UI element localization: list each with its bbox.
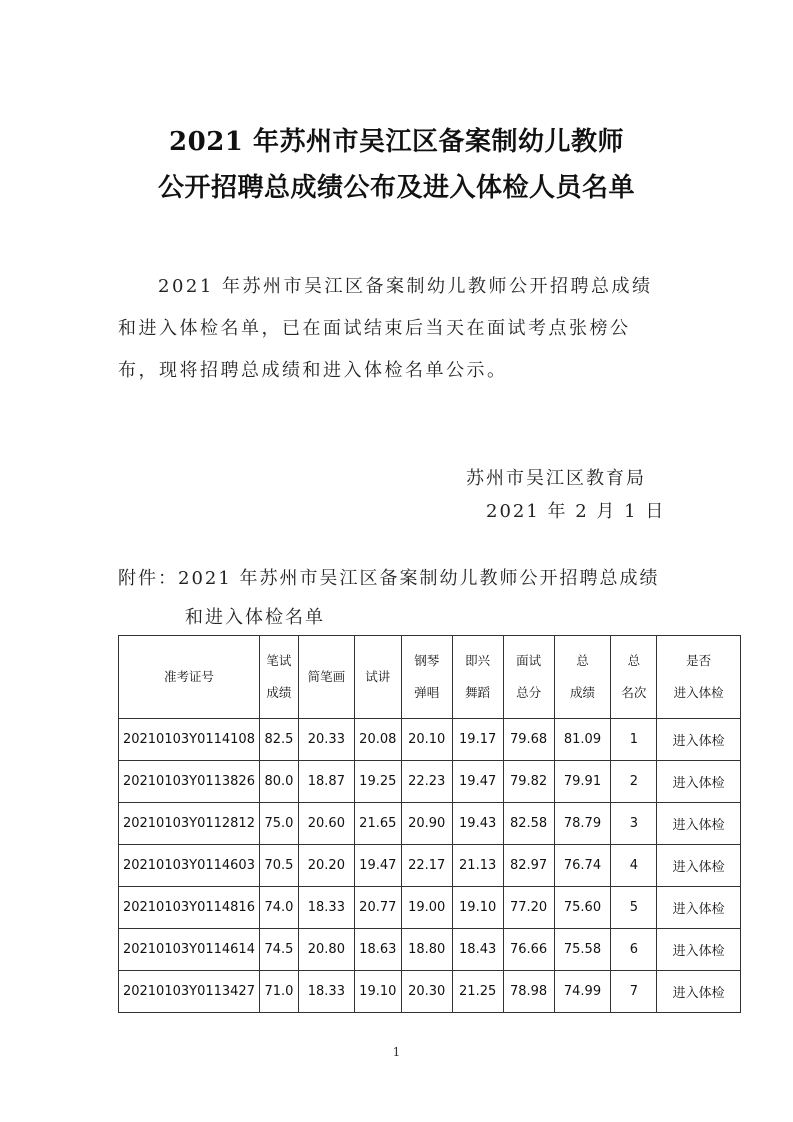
cell-physical-exam: 进入体检 (657, 929, 741, 971)
cell-written-score: 70.5 (259, 845, 298, 887)
header-physical-exam: 是否 进入体检 (657, 636, 741, 719)
document-title-line-2: 公开招聘总成绩公布及进入体检人员名单 (157, 173, 635, 203)
header-improv-dance: 即兴 舞蹈 (452, 636, 503, 719)
table-row (119, 887, 741, 929)
header-trial-lecture: 试讲 (354, 636, 401, 719)
table-row (119, 971, 741, 1013)
header-piano-singing: 钢琴 弹唱 (401, 636, 452, 719)
cell-total-score: 81.09 (554, 719, 611, 761)
table-row (119, 719, 741, 761)
cell-written-score: 74.0 (259, 887, 298, 929)
header-sketch: 简笔画 (298, 636, 354, 719)
cell-improv-dance: 21.13 (452, 845, 503, 887)
cell-total-score: 78.79 (554, 803, 611, 845)
cell-overall-rank: 3 (611, 803, 657, 845)
table-body (119, 719, 741, 1013)
cell-overall-rank: 1 (611, 719, 657, 761)
cell-improv-dance: 19.17 (452, 719, 503, 761)
table-row (119, 929, 741, 971)
cell-interview-total: 82.97 (503, 845, 554, 887)
cell-piano-singing: 20.90 (401, 803, 452, 845)
cell-improv-dance: 19.47 (452, 761, 503, 803)
cell-exam-id: 20210103Y0114108 (119, 719, 260, 761)
table-row (119, 845, 741, 887)
cell-interview-total: 77.20 (503, 887, 554, 929)
cell-trial-lecture: 21.65 (354, 803, 401, 845)
cell-trial-lecture: 19.10 (354, 971, 401, 1013)
cell-exam-id: 20210103Y0114603 (119, 845, 260, 887)
cell-total-score: 74.99 (554, 971, 611, 1013)
cell-interview-total: 76.66 (503, 929, 554, 971)
signature-organization: 苏州市吴江区教育局 (466, 468, 646, 489)
cell-piano-singing: 20.30 (401, 971, 452, 1013)
table-header (119, 636, 741, 719)
cell-physical-exam: 进入体检 (657, 719, 741, 761)
cell-physical-exam: 进入体检 (657, 887, 741, 929)
score-table (118, 635, 741, 1013)
cell-overall-rank: 4 (611, 845, 657, 887)
cell-improv-dance: 19.43 (452, 803, 503, 845)
cell-interview-total: 79.68 (503, 719, 554, 761)
cell-total-score: 79.91 (554, 761, 611, 803)
cell-piano-singing: 18.80 (401, 929, 452, 971)
signature-date: 2021 年 2 月 1 日 (486, 501, 666, 522)
cell-improv-dance: 18.43 (452, 929, 503, 971)
cell-sketch: 20.60 (298, 803, 354, 845)
cell-sketch: 18.33 (298, 887, 354, 929)
notice-paragraph-line-2: 和进入体检名单，已在面试结束后当天在面试考点张榜公 (118, 318, 631, 339)
cell-written-score: 71.0 (259, 971, 298, 1013)
header-interview-total: 面试 总分 (503, 636, 554, 719)
cell-written-score: 82.5 (259, 719, 298, 761)
cell-exam-id: 20210103Y0112812 (119, 803, 260, 845)
cell-piano-singing: 22.23 (401, 761, 452, 803)
cell-overall-rank: 2 (611, 761, 657, 803)
cell-sketch: 18.33 (298, 971, 354, 1013)
table-row (119, 803, 741, 845)
header-overall-rank: 总 名次 (611, 636, 657, 719)
cell-written-score: 74.5 (259, 929, 298, 971)
cell-trial-lecture: 19.47 (354, 845, 401, 887)
cell-sketch: 18.87 (298, 761, 354, 803)
cell-exam-id: 20210103Y0114816 (119, 887, 260, 929)
cell-overall-rank: 7 (611, 971, 657, 1013)
cell-exam-id: 20210103Y0114614 (119, 929, 260, 971)
cell-total-score: 75.60 (554, 887, 611, 929)
header-total-score: 总 成绩 (554, 636, 611, 719)
cell-physical-exam: 进入体检 (657, 971, 741, 1013)
cell-interview-total: 79.82 (503, 761, 554, 803)
attachment-label-line-2: 和进入体检名单 (185, 607, 325, 628)
header-exam-id: 准考证号 (119, 636, 260, 719)
cell-improv-dance: 21.25 (452, 971, 503, 1013)
header-written-score: 笔试 成绩 (259, 636, 298, 719)
cell-physical-exam: 进入体检 (657, 803, 741, 845)
header-row (119, 636, 741, 719)
cell-sketch: 20.20 (298, 845, 354, 887)
cell-sketch: 20.33 (298, 719, 354, 761)
cell-trial-lecture: 19.25 (354, 761, 401, 803)
page-number: 1 (392, 1045, 401, 1059)
cell-written-score: 75.0 (259, 803, 298, 845)
cell-interview-total: 78.98 (503, 971, 554, 1013)
cell-trial-lecture: 20.08 (354, 719, 401, 761)
cell-total-score: 75.58 (554, 929, 611, 971)
cell-piano-singing: 22.17 (401, 845, 452, 887)
cell-overall-rank: 6 (611, 929, 657, 971)
document-title-line-1: 2021 年苏州市吴江区备案制幼儿教师 (169, 127, 624, 157)
notice-paragraph-line-1: 2021 年苏州市吴江区备案制幼儿教师公开招聘总成绩 (158, 276, 653, 297)
cell-piano-singing: 20.10 (401, 719, 452, 761)
cell-trial-lecture: 18.63 (354, 929, 401, 971)
cell-exam-id: 20210103Y0113427 (119, 971, 260, 1013)
cell-total-score: 76.74 (554, 845, 611, 887)
cell-trial-lecture: 20.77 (354, 887, 401, 929)
table-row (119, 761, 741, 803)
cell-physical-exam: 进入体检 (657, 761, 741, 803)
cell-sketch: 20.80 (298, 929, 354, 971)
cell-piano-singing: 19.00 (401, 887, 452, 929)
cell-exam-id: 20210103Y0113826 (119, 761, 260, 803)
attachment-label-line-1: 附件：2021 年苏州市吴江区备案制幼儿教师公开招聘总成绩 (118, 568, 660, 589)
cell-interview-total: 82.58 (503, 803, 554, 845)
cell-overall-rank: 5 (611, 887, 657, 929)
notice-paragraph-line-3: 布，现将招聘总成绩和进入体检名单公示。 (118, 360, 508, 381)
cell-written-score: 80.0 (259, 761, 298, 803)
cell-physical-exam: 进入体检 (657, 845, 741, 887)
cell-improv-dance: 19.10 (452, 887, 503, 929)
